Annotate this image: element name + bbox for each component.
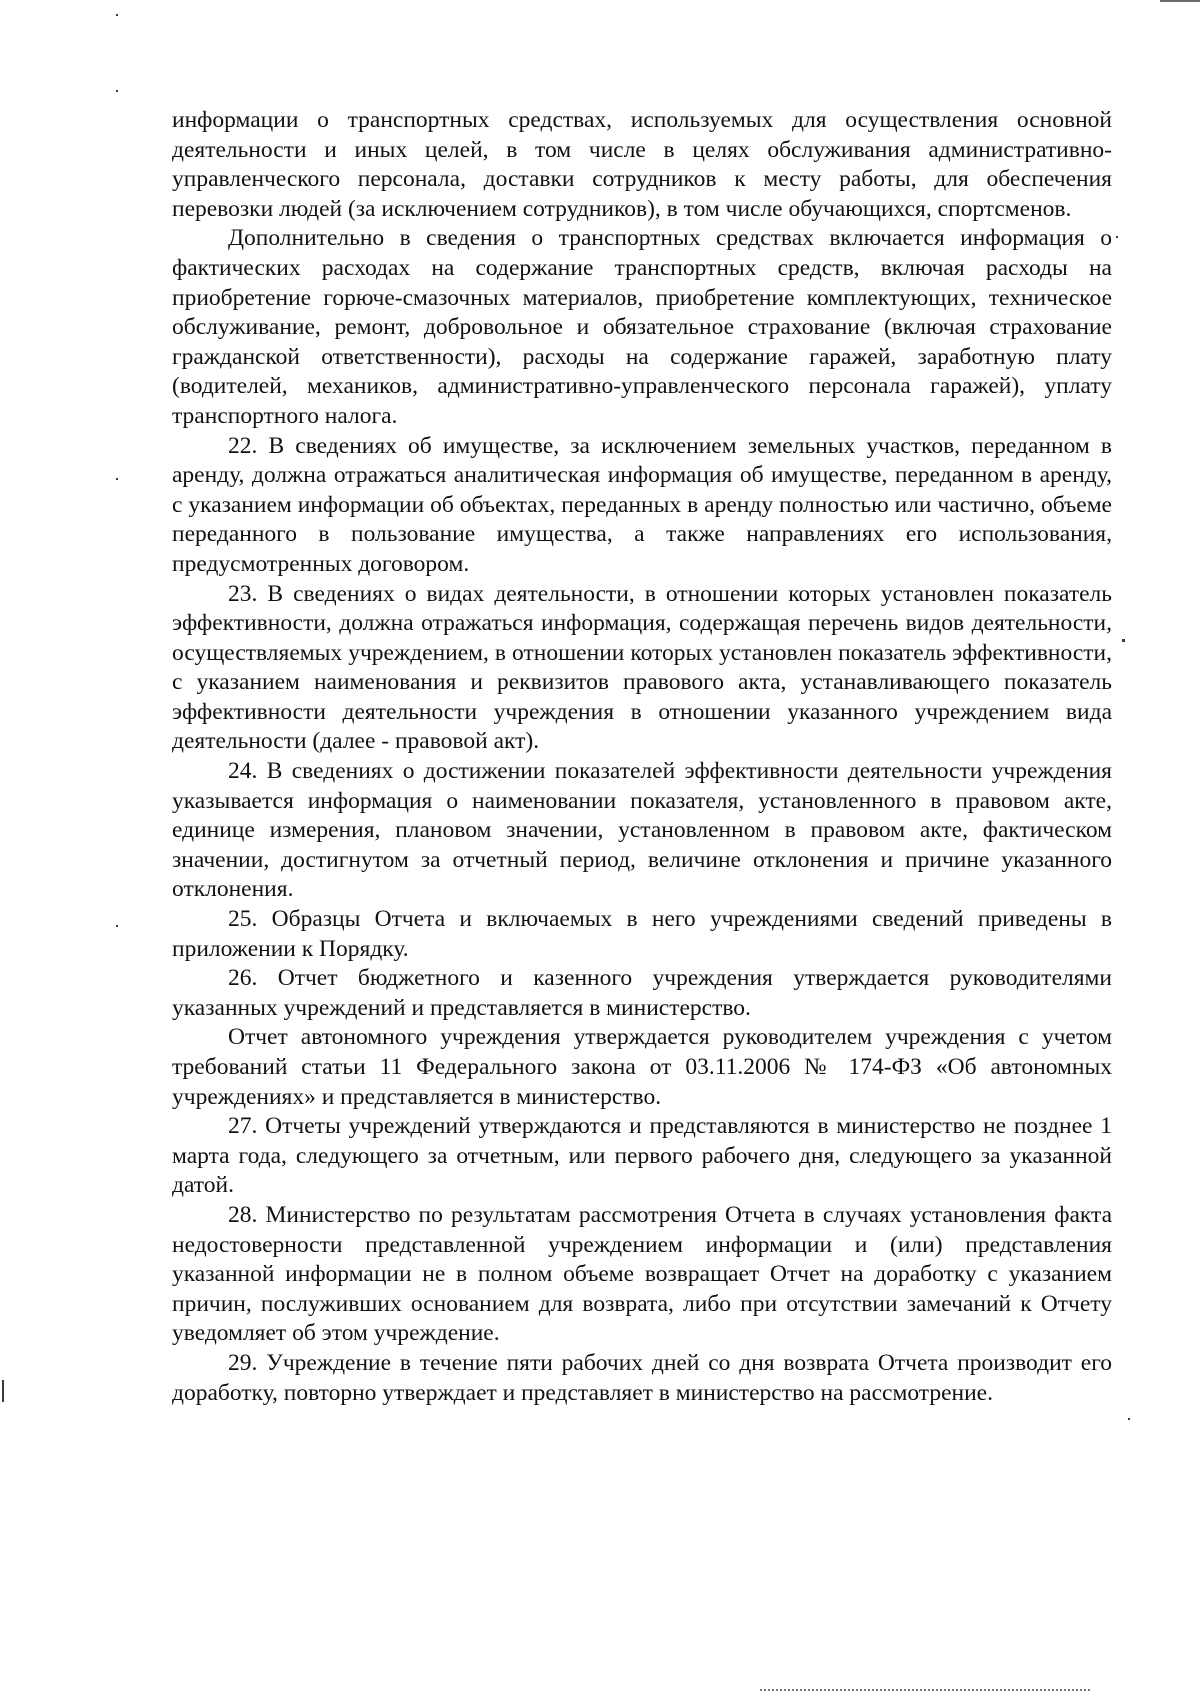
paragraph-24: 24. В сведениях о достижении показателей эффективности деятельности учреждения указывается информация о наименовании показателя, установленного в правовом акте, единице измерения, плановом значении, установленном в правовом акте, фактическом значении, достигнутом за отчетный период, величине отклонения и причине указанного отклонения. [172,758,1112,903]
paragraph-26-autonomous: Отчет автономного учреждения утверждается руководителем учреждения с учетом требований статьи 11 Федерального закона от 03.11.2006 № 174-ФЗ «Об автономных учреждениях» и представляется в министерство. [172,1024,1112,1110]
paragraph-continuation: информации о транспортных средствах, используемых для осуществления основной деятельности и иных целей, в том числе в целях обслуживания административно-управленческого персонала, доставки сотрудников к месту работы, для обеспечения перевозки людей (за исключением сотрудников), в том числе обучающихся, спортсменов. [172,107,1112,222]
scan-edge-mark [1160,0,1200,2]
scan-speck [116,478,118,480]
paragraph-26: 26. Отчет бюджетного и казенного учреждения утверждается руководителями указанных учреждений и представляется в министерство. [172,965,1112,1021]
scan-speck [1122,639,1125,642]
paragraph-28: 28. Министерство по результатам рассмотрения Отчета в случаях установления факта недостоверности представленной учреждением информации и (или) представления указанной информации не в полном объеме возвращает Отчет на доработку с указанием причин, послуживших основанием для возврата, либо при отсутствии замечаний к Отчету уведомляет об этом учреждение. [172,1201,1112,1347]
paragraph-27: 27. Отчеты учреждений утверждаются и представляются в министерство не позднее 1 марта года, следующего за отчетным, или первого рабочего дня, следующего за указанной датой. [172,1113,1112,1199]
paragraph-25: 25. Образцы Отчета и включаемых в него учреждениями сведений приведены в приложении к Порядку. [172,906,1112,962]
document-body [172,106,1112,1408]
scan-speck [116,925,118,927]
paragraph-29: 29. Учреждение в течение пяти рабочих дней со дня возврата Отчета производит его доработку, повторно утверждает и представляет в министерство на рассмотрение. [172,1349,1112,1406]
paragraph-additional-transport: Дополнительно в сведения о транспортных средствах включается информация о фактических расходах на содержание транспортных средств, включая расходы на приобретение горюче-смазочных материалов, приобретение комплектующих, техническое обслуживание, ремонт, добровольное и обязательное страхование (включая страхование гражданской ответственности), расходы на содержание гаражей, заработную плату (водителей, механиков, административно-управленческого персонала гаражей), уплату транспортного налога. [172,225,1112,429]
scan-speck [1116,236,1118,238]
scan-speck [116,90,118,92]
scan-speck [2,1380,4,1402]
scan-bottom-edge-mark [760,1689,1090,1693]
paragraph-22: 22. В сведениях об имуществе, за исключением земельных участков, переданном в аренду, должна отражаться аналитическая информация об имуществе, переданном в аренду, с указанием информации об объектах, переданных в аренду полностью или частично, объеме переданного в пользование имущества, а также направлениях его использования, предусмотренных договором. [172,432,1112,577]
scan-speck [1128,1418,1130,1420]
paragraph-23: 23. В сведениях о видах деятельности, в отношении которых установлен показатель эффективности, должна отражаться информация, содержащая перечень видов деятельности, осуществляемых учреждением, в отношении которых установлен показатель эффективности, с указанием наименования и реквизитов правового акта, устанавливающего показатель эффективности деятельности учреждения в отношении указанного учреждением вида деятельности (далее - правовой акт). [172,580,1112,755]
scan-speck [116,14,118,16]
